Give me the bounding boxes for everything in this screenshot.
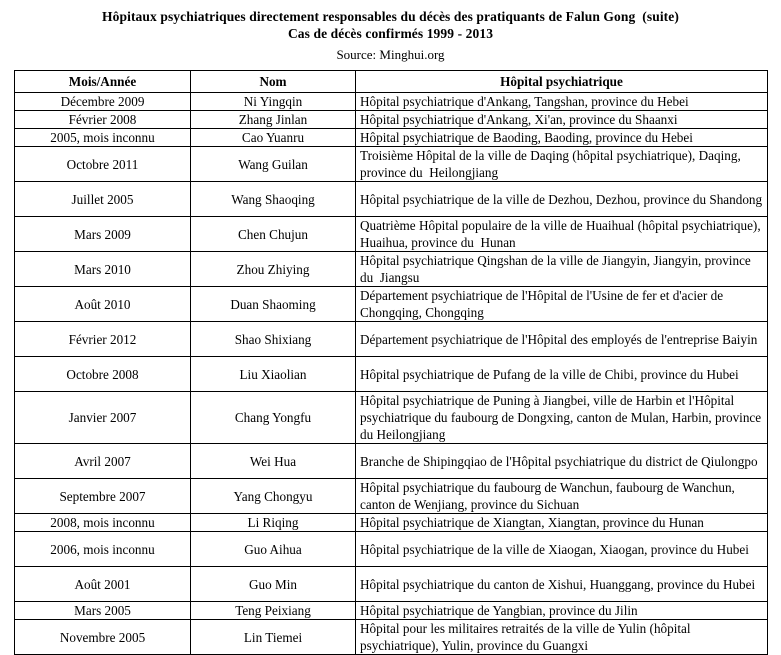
cell-date: Février 2008 xyxy=(15,111,191,129)
table-row xyxy=(15,567,768,602)
table-row xyxy=(15,93,768,111)
cell-hospital: Hôpital psychiatrique de la ville de Dezhou, Dezhou, province du Shandong xyxy=(356,182,768,217)
cell-hospital: Département psychiatrique de l'Hôpital des employés de l'entreprise Baiyin xyxy=(356,322,768,357)
cell-date: Novembre 2005 xyxy=(15,620,191,655)
cell-hospital: Hôpital psychiatrique d'Ankang, Xi'an, province du Shaanxi xyxy=(356,111,768,129)
cell-date: Octobre 2011 xyxy=(15,147,191,182)
cell-name: Teng Peixiang xyxy=(191,602,356,620)
cell-date: Août 2001 xyxy=(15,567,191,602)
table-row xyxy=(15,479,768,514)
cell-name: Cao Yuanru xyxy=(191,129,356,147)
document-title-line-2: Cas de décès confirmés 1999 - 2013 xyxy=(287,26,494,41)
table-row xyxy=(15,252,768,287)
cell-date: Mars 2009 xyxy=(15,217,191,252)
cell-date: Avril 2007 xyxy=(15,444,191,479)
cell-date: 2005, mois inconnu xyxy=(15,129,191,147)
table-row xyxy=(15,129,768,147)
document-source: Source: Minghui.org xyxy=(336,47,445,62)
cell-date: Février 2012 xyxy=(15,322,191,357)
cell-hospital: Hôpital psychiatrique du faubourg de Wanchun, faubourg de Wanchun, canton de Wenjiang, province du Sichuan xyxy=(356,479,768,514)
cell-name: Shao Shixiang xyxy=(191,322,356,357)
table-row xyxy=(15,602,768,620)
table-header-row xyxy=(15,71,768,93)
cell-hospital: Hôpital psychiatrique de Pufang de la ville de Chibi, province du Hubei xyxy=(356,357,768,392)
table-row xyxy=(15,514,768,532)
cell-hospital: Hôpital psychiatrique Qingshan de la ville de Jiangyin, Jiangyin, province du Jiangsu xyxy=(356,252,768,287)
deaths-table xyxy=(14,70,768,655)
cell-date: Décembre 2009 xyxy=(15,93,191,111)
cell-name: Zhang Jinlan xyxy=(191,111,356,129)
table-row xyxy=(15,357,768,392)
cell-date: 2006, mois inconnu xyxy=(15,532,191,567)
column-header-name: Nom xyxy=(191,71,356,93)
column-header-date: Mois/Année xyxy=(15,71,191,93)
table-row xyxy=(15,532,768,567)
table-row xyxy=(15,182,768,217)
cell-hospital: Hôpital psychiatrique du canton de Xishui, Huanggang, province du Hubei xyxy=(356,567,768,602)
cell-name: Li Riqing xyxy=(191,514,356,532)
table-body xyxy=(15,93,768,655)
table-row xyxy=(15,620,768,655)
cell-hospital: Hôpital psychiatrique de Yangbian, province du Jilin xyxy=(356,602,768,620)
cell-name: Chang Yongfu xyxy=(191,392,356,444)
cell-date: Août 2010 xyxy=(15,287,191,322)
cell-date: Mars 2005 xyxy=(15,602,191,620)
cell-hospital: Hôpital pour les militaires retraités de la ville de Yulin (hôpital psychiatrique), Yulin, province du Guangxi xyxy=(356,620,768,655)
cell-name: Liu Xiaolian xyxy=(191,357,356,392)
cell-name: Guo Aihua xyxy=(191,532,356,567)
table-header xyxy=(15,71,768,93)
table-row xyxy=(15,147,768,182)
table-row xyxy=(15,444,768,479)
cell-hospital: Département psychiatrique de l'Hôpital de l'Usine de fer et d'acier de Chongqing, Chongqing xyxy=(356,287,768,322)
cell-date: Janvier 2007 xyxy=(15,392,191,444)
cell-hospital: Hôpital psychiatrique de Baoding, Baoding, province du Hebei xyxy=(356,129,768,147)
cell-date: Octobre 2008 xyxy=(15,357,191,392)
cell-name: Chen Chujun xyxy=(191,217,356,252)
table-row xyxy=(15,322,768,357)
cell-name: Wei Hua xyxy=(191,444,356,479)
cell-date: Septembre 2007 xyxy=(15,479,191,514)
cell-hospital: Hôpital psychiatrique d'Ankang, Tangshan, province du Hebei xyxy=(356,93,768,111)
cell-date: Mars 2010 xyxy=(15,252,191,287)
cell-hospital: Quatrième Hôpital populaire de la ville de Huaihual (hôpital psychiatrique), Huaihua, province du Hunan xyxy=(356,217,768,252)
table-row xyxy=(15,217,768,252)
cell-name: Wang Shaoqing xyxy=(191,182,356,217)
cell-hospital: Hôpital psychiatrique de Xiangtan, Xiangtan, province du Hunan xyxy=(356,514,768,532)
table-row xyxy=(15,392,768,444)
cell-name: Ni Yingqin xyxy=(191,93,356,111)
cell-name: Zhou Zhiying xyxy=(191,252,356,287)
document-title-line-1: Hôpitaux psychiatriques directement responsables du décès des pratiquants de Falun Gong (suite) xyxy=(102,9,679,24)
cell-name: Wang Guilan xyxy=(191,147,356,182)
cell-name: Yang Chongyu xyxy=(191,479,356,514)
cell-name: Duan Shaoming xyxy=(191,287,356,322)
cell-hospital: Branche de Shipingqiao de l'Hôpital psychiatrique du district de Qiulongpo xyxy=(356,444,768,479)
cell-name: Guo Min xyxy=(191,567,356,602)
cell-hospital: Hôpital psychiatrique de Puning à Jiangbei, ville de Harbin et l'Hôpital psychiatrique du faubourg de Dongxing, canton de Mulan, Harbin, province du Heilongjiang xyxy=(356,392,768,444)
table-row xyxy=(15,111,768,129)
document-header xyxy=(0,0,781,64)
cell-name: Lin Tiemei xyxy=(191,620,356,655)
cell-date: 2008, mois inconnu xyxy=(15,514,191,532)
table-row xyxy=(15,287,768,322)
cell-hospital: Hôpital psychiatrique de la ville de Xiaogan, Xiaogan, province du Hubei xyxy=(356,532,768,567)
column-header-hospital: Hôpital psychiatrique xyxy=(356,71,768,93)
cell-date: Juillet 2005 xyxy=(15,182,191,217)
cell-hospital: Troisième Hôpital de la ville de Daqing (hôpital psychiatrique), Daqing, province du Heilongjiang xyxy=(356,147,768,182)
